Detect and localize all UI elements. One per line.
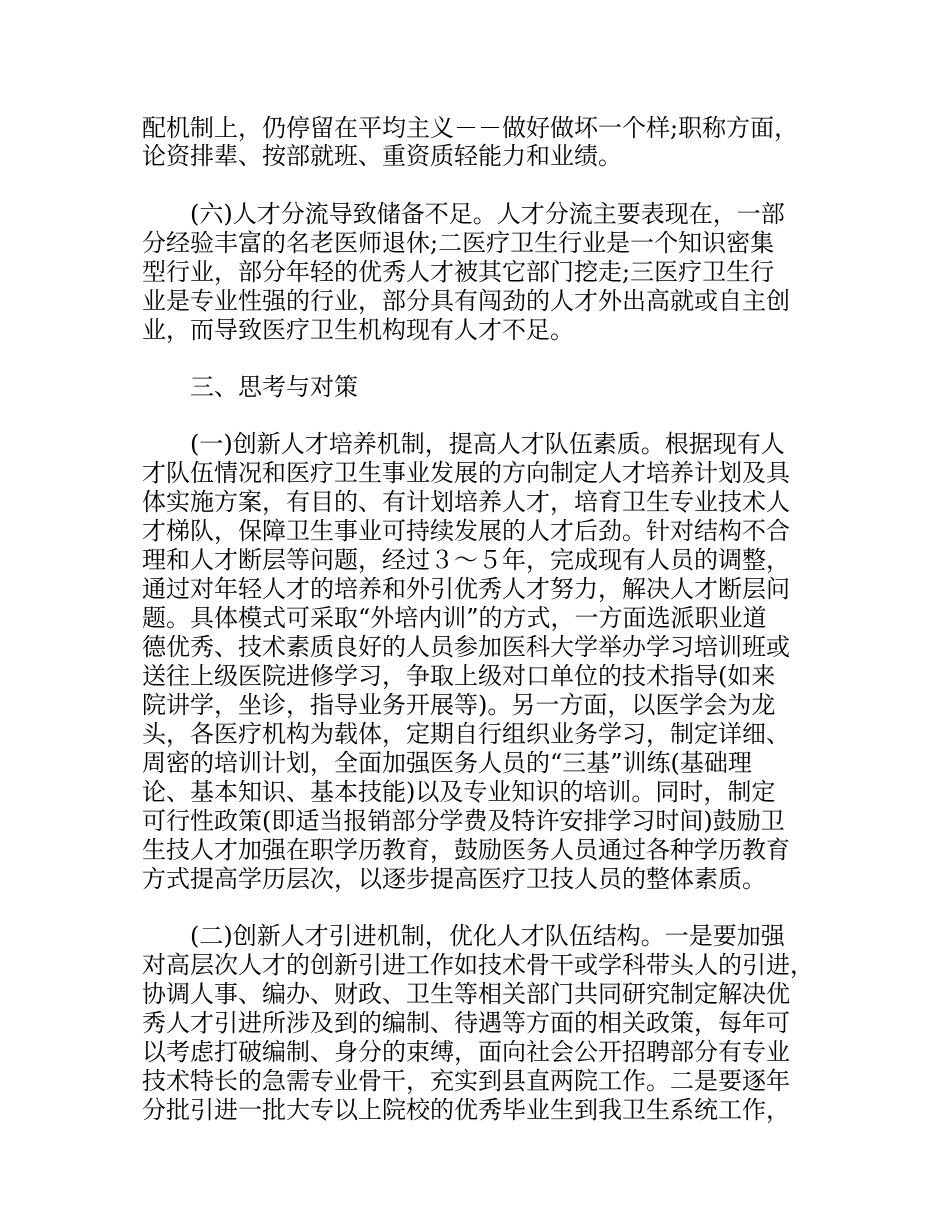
paragraph-4-line-8: 德优秀、技术素质良好的人员参加医科大学举办学习培训班或 bbox=[142, 633, 790, 661]
paragraph-4-line-16: 方式提高学历层次，以逐步提高医疗卫技人员的整体素质。 bbox=[142, 865, 766, 893]
paragraph-5-line-5: 以考虑打破编制、身分的束缚，面向社会公开招聘部分有专业 bbox=[142, 1038, 790, 1066]
paragraph-4-line-1: (一)创新人才培养机制，提高人才队伍素质。根据现有人 bbox=[190, 430, 785, 458]
paragraph-5-line-2: 对高层次人才的创新引进工作如技术骨干或学科带头人的引进， bbox=[142, 951, 814, 979]
paragraph-1-line-2: 论资排辈、按部就班、重资质轻能力和业绩。 bbox=[142, 142, 622, 170]
paragraph-4-line-4: 才梯队，保障卫生事业可持续发展的人才后劲。针对结构不合 bbox=[142, 517, 790, 545]
paragraph-4-line-14: 可行性政策(即适当报销部分学费及特许安排学习时间)鼓励卫 bbox=[142, 807, 785, 835]
paragraph-4-line-13: 论、基本知识、基本技能)以及专业知识的培训。同时，制定 bbox=[142, 778, 776, 806]
paragraph-4-line-7: 题。具体模式可采取“外培内训”的方式，一方面选派职业道 bbox=[142, 604, 767, 632]
paragraph-4-line-2: 才队伍情况和医疗卫生事业发展的方向制定人才培养计划及具 bbox=[142, 459, 790, 487]
section-heading: 三、思考与对策 bbox=[190, 373, 358, 401]
paragraph-4-line-3: 体实施方案，有目的、有计划培养人才，培育卫生专业技术人 bbox=[142, 488, 790, 516]
paragraph-4-line-6: 通过对年轻人才的培养和外引优秀人才努力，解决人才断层问 bbox=[142, 575, 790, 603]
paragraph-4-line-10: 院讲学，坐诊，指导业务开展等)。另一方面，以医学会为龙 bbox=[142, 691, 776, 719]
paragraph-1-line-1: 配机制上，仍停留在平均主义－－做好做坏一个样;职称方面， bbox=[142, 114, 799, 142]
paragraph-4-line-5: 理和人才断层等问题，经过３～５年，完成现有人员的调整， bbox=[142, 546, 790, 574]
paragraph-5-line-1: (二)创新人才引进机制，优化人才队伍结构。一是要加强 bbox=[190, 922, 785, 950]
paragraph-2-line-5: 业，而导致医疗卫生机构现有人才不足。 bbox=[142, 316, 574, 344]
paragraph-5-line-4: 秀人才引进所涉及到的编制、待遇等方面的相关政策，每年可 bbox=[142, 1009, 790, 1037]
paragraph-2-line-3: 型行业，部分年轻的优秀人才被其它部门挖走;三医疗卫生行 bbox=[142, 258, 775, 286]
paragraph-2-line-1: (六)人才分流导致储备不足。人才分流主要表现在，一部 bbox=[190, 200, 785, 228]
paragraph-4-line-12: 周密的培训计划，全面加强医务人员的“三基”训练(基础理 bbox=[142, 749, 752, 777]
paragraph-4-line-9: 送往上级医院进修学习，争取上级对口单位的技术指导(如来 bbox=[142, 662, 776, 690]
paragraph-5-line-6: 技术特长的急需专业骨干，充实到县直两院工作。二是要逐年 bbox=[142, 1067, 790, 1095]
paragraph-2-line-2: 分经验丰富的名老医师退休;二医疗卫生行业是一个知识密集 bbox=[142, 229, 775, 257]
paragraph-4-line-11: 头，各医疗机构为载体，定期自行组织业务学习，制定详细、 bbox=[142, 720, 790, 748]
paragraph-2-line-4: 业是专业性强的行业，部分具有闯劲的人才外出高就或自主创 bbox=[142, 287, 790, 315]
paragraph-5-line-7: 分批引进一批大专以上院校的优秀毕业生到我卫生系统工作， bbox=[142, 1096, 790, 1124]
paragraph-4-line-15: 生技人才加强在职学历教育，鼓励医务人员通过各种学历教育 bbox=[142, 836, 790, 864]
paragraph-5-line-3: 协调人事、编办、财政、卫生等相关部门共同研究制定解决优 bbox=[142, 980, 790, 1008]
